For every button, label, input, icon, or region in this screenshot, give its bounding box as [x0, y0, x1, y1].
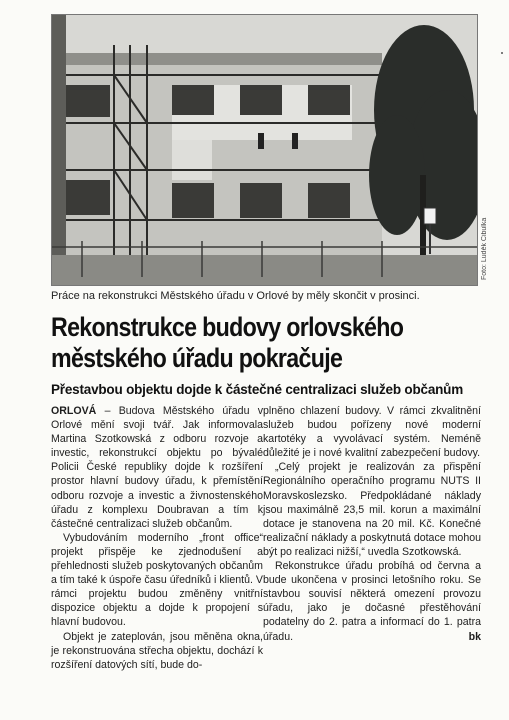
- paragraph-text: – Budova Městského úřadu v Orlové mění svoji tvář. Jak informovala Martina Szotkowská z odboru rozvoje a investic, rekonstrukcí objektu po bývalé Policii České republiky dojde k rozšíření prostor hlavní budovy úřadu, k přemístění odboru rozvoje a investic a živnostenského úřadu z komplexu Doubravan a tím k částečné centralizaci služeb občanům.: [51, 405, 263, 530]
- paragraph: [263, 559, 481, 644]
- paragraph: Vybudováním moderního „front office“ projekt přispěje ke zjednodušení a přehlednosti služeb poskytovaných občanům a tím také k úspoře času úředníků i klientů. V rámci projektu budou změněny vnitřní dispozice objektu a dojde k propojení s hlavní budovou.: [51, 531, 263, 629]
- photo-credit: Foto: Luděk Cibulka: [481, 217, 488, 280]
- author-signature: bk: [468, 630, 481, 643]
- article-headline: [51, 312, 481, 374]
- headline-line-2: městského úřadu pokračuje: [51, 343, 343, 373]
- building-photo-illustration: [52, 15, 477, 285]
- headline-line-1: Rekonstrukce budovy orlovského: [51, 312, 404, 342]
- scan-speck: [501, 52, 503, 54]
- paragraph: [51, 404, 263, 531]
- paragraph: „Celý projekt je realizován za přispění Regionálního operačního programu NUTS II Moravskoslezsko. Předpokládané náklady jsou maximálně 23,5 mil. korun a maximální dotace je stanovena na 20 mil. Kč. Konečné realizační náklady a poskytnutá dotace mohou být po realizaci nižší,“ uvedla Szotkowská.: [263, 461, 481, 558]
- article-column-left: [51, 404, 263, 672]
- article-photo: [51, 14, 478, 286]
- article-subheadline: Přestavbou objektu dojde k částečné centralizaci služeb občanům: [51, 382, 464, 397]
- paragraph: Objekt je zateplován, jsou měněna okna, je rekonstruována střecha objektu, dochází k rozšíření datových sítí, bude do-: [51, 630, 263, 671]
- photo-caption: Práce na rekonstrukci Městského úřadu v Orlové by měly skončit v prosinci.: [51, 290, 420, 302]
- paragraph: plněno chlazení budovy. V rámci zkvalitnění služeb budou pořízeny nové moderní kartotéky a vyvolávací systém. Neméně důležité je i nové kvalitní zabezpečení budovy.: [263, 405, 481, 460]
- article-column-right: [263, 404, 481, 644]
- paragraph-text: Rekonstrukce úřadu probíhá od června a bude ukončena v prosinci letošního roku. Se stavbou souvisí některá omezení provozu úřadu, jako je dočasné přestěhování podatelny do 2. patra a informací do 1. patra úřadu.: [263, 560, 481, 643]
- dateline: ORLOVÁ: [51, 405, 97, 417]
